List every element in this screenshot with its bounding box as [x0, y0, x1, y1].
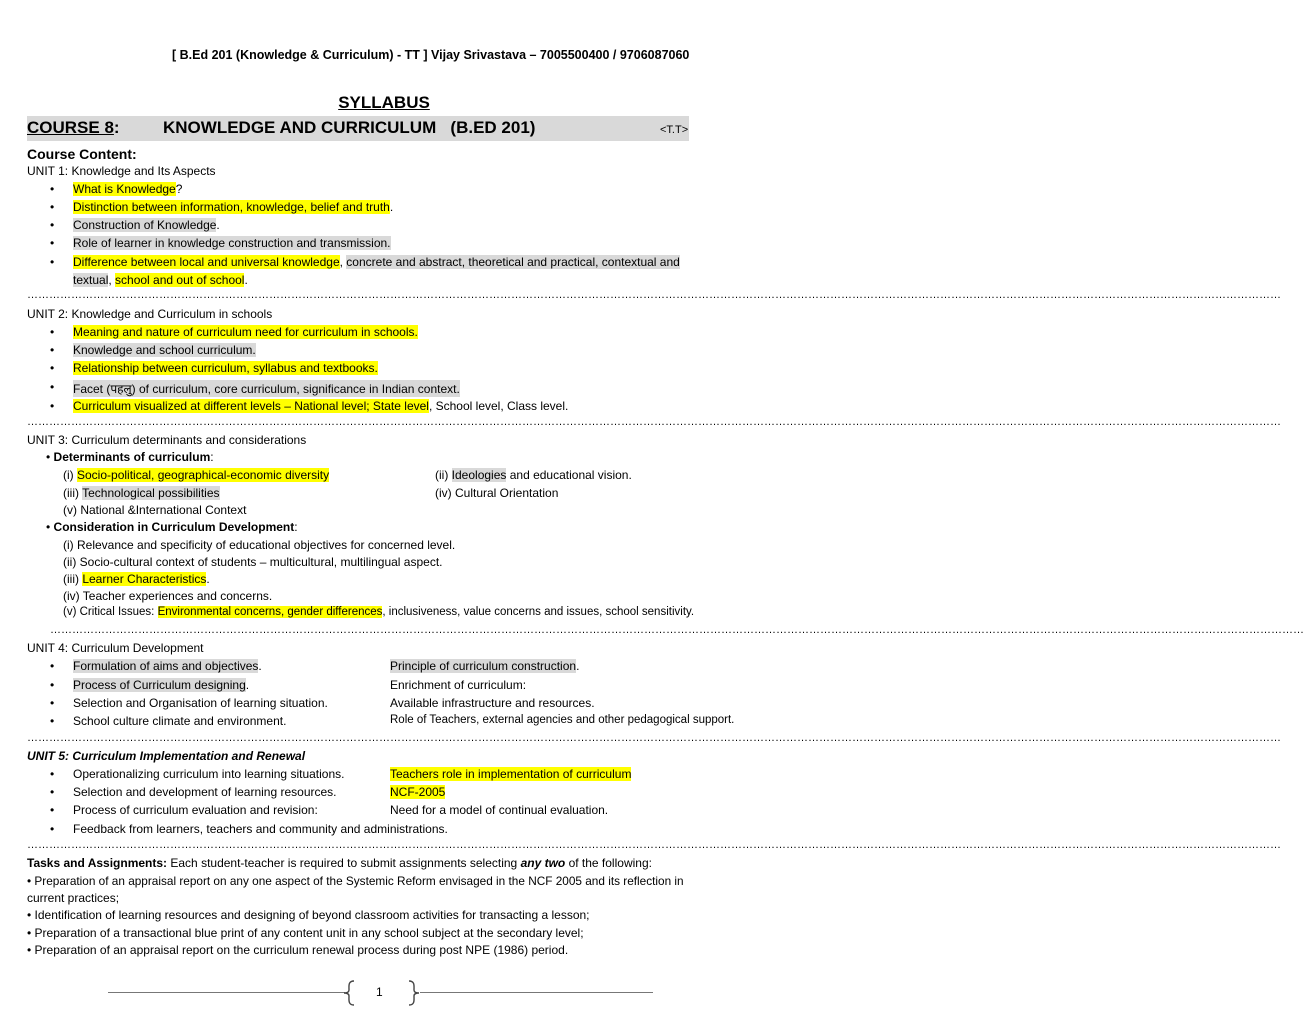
- dotted-separator: ………………………………………………………………………………………………………………………………………………………………………………………………………………………………………………………………………………………………………………: [27, 732, 1281, 744]
- course-tag: <T.T>: [660, 124, 689, 136]
- task-item: • Preparation of an appraisal report on any one aspect of the Systemic Reform envisaged in the NCF 2005 and its reflection in: [27, 874, 684, 888]
- right-brace-icon: [406, 980, 420, 1006]
- consideration-item: (ii) Socio-cultural context of students – multicultural, multilingual aspect.: [63, 555, 443, 569]
- determinant-item: (i) Socio-political, geographical-economic diversity: [63, 468, 330, 482]
- left-brace-icon: [343, 980, 357, 1006]
- course-label: COURSE 8:: [27, 118, 120, 137]
- consideration-item: (iii) Learner Characteristics.: [63, 572, 210, 586]
- list-item-right: Role of Teachers, external agencies and other pedagogical support.: [390, 714, 735, 726]
- list-item-right: Enrichment of curriculum:: [390, 678, 527, 692]
- determinant-item: (iv) Cultural Orientation: [435, 486, 559, 500]
- task-item: • Preparation of an appraisal report on the curriculum renewal process during post NPE (1986) period.: [27, 943, 569, 957]
- determinant-item: (v) National &International Context: [63, 503, 247, 517]
- dotted-separator: ………………………………………………………………………………………………………………………………………………………………………………………………………………………………………………………………………………………………………………: [50, 624, 1304, 636]
- unit4-title: UNIT 4: Curriculum Development: [27, 641, 204, 655]
- consideration-item: (i) Relevance and specificity of educational objectives for concerned level.: [63, 538, 456, 552]
- tasks-intro: Tasks and Assignments: Each student-teacher is required to submit assignments selecting any two of the following:: [27, 856, 652, 870]
- task-item: • Preparation of a transactional blue print of any content unit in any school subject at the secondary level;: [27, 926, 584, 940]
- consideration-item: (v) Critical Issues: Environmental concerns, gender differences, inclusiveness, value concerns and issues, school sensitivity.: [63, 606, 695, 618]
- consideration-item: (iv) Teacher experiences and concerns.: [63, 589, 273, 603]
- footer-rule-left: [108, 992, 345, 993]
- list-item-right: Need for a model of continual evaluation.: [390, 803, 609, 817]
- dotted-separator: ………………………………………………………………………………………………………………………………………………………………………………………………………………………………………………………………………………………………………………: [27, 839, 1281, 851]
- page-header: [ B.Ed 201 (Knowledge & Curriculum) - TT ] Vijay Srivastava – 7005500400 / 9706087060: [172, 48, 690, 62]
- task-item-continued: current practices;: [27, 891, 120, 905]
- determinants-heading: • Determinants of curriculum:: [46, 450, 214, 464]
- course-content-heading: Course Content:: [27, 146, 137, 162]
- determinant-item: (ii) Ideologies and educational vision.: [435, 468, 632, 482]
- unit3-title: UNIT 3: Curriculum determinants and considerations: [27, 433, 307, 447]
- course-title: KNOWLEDGE AND CURRICULUM (B.ED 201): [163, 118, 536, 137]
- unit2-title: UNIT 2: Knowledge and Curriculum in schools: [27, 307, 273, 321]
- footer-rule-right: [420, 992, 653, 993]
- list-item-continued: textual, school and out of school.: [73, 273, 248, 287]
- unit1-title: UNIT 1: Knowledge and Its Aspects: [27, 164, 216, 178]
- list-item-right: NCF-2005: [390, 785, 446, 799]
- task-item: • Identification of learning resources and designing of beyond classroom activities for transacting a lesson;: [27, 908, 590, 922]
- list-item-right: Teachers role in implementation of curriculum: [390, 767, 632, 781]
- consideration-heading: • Consideration in Curriculum Development:: [46, 520, 298, 534]
- determinant-item: (iii) Technological possibilities: [63, 486, 220, 500]
- page-number: 1: [376, 985, 383, 999]
- unit5-title: UNIT 5: Curriculum Implementation and Renewal: [27, 749, 306, 763]
- syllabus-title: SYLLABUS: [338, 93, 430, 112]
- course-code: (B.ED 201): [450, 118, 536, 137]
- dotted-separator: ………………………………………………………………………………………………………………………………………………………………………………………………………………………………………………………………………………………………………………: [27, 416, 1281, 428]
- list-item-right: Available infrastructure and resources.: [390, 696, 595, 710]
- list-item-right: Principle of curriculum construction.: [390, 659, 580, 673]
- dotted-separator: ………………………………………………………………………………………………………………………………………………………………………………………………………………………………………………………………………………………………………………: [27, 289, 1281, 301]
